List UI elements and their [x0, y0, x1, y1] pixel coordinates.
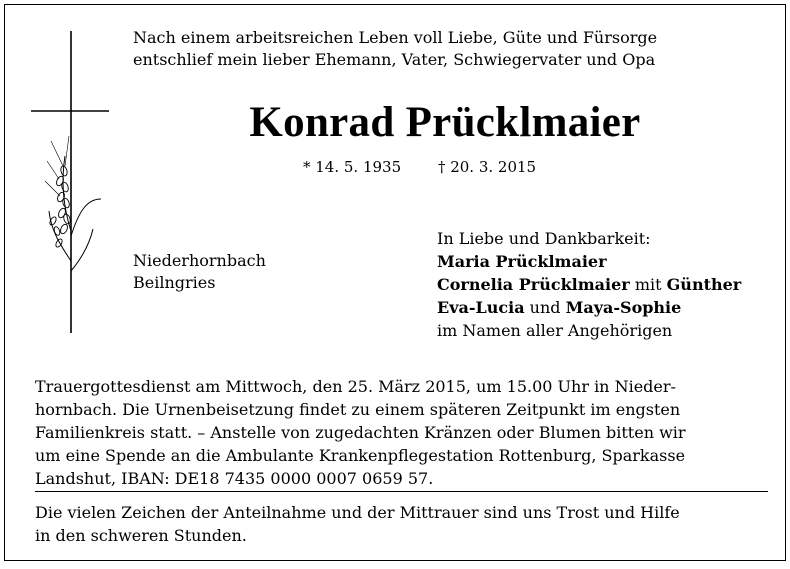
cross-with-wheat-icon [31, 31, 109, 333]
mourner-name: Eva-Lucia [437, 298, 525, 317]
death-date: † 20. 3. 2015 [437, 158, 537, 176]
life-dates [303, 157, 536, 177]
thanks-text [35, 501, 768, 547]
deceased-name: Konrad Prücklmaier [249, 99, 641, 146]
mourners [437, 227, 741, 342]
service-line: Trauergottesdienst am Mittwoch, den 25. März 2015, um 15.00 Uhr in Nieder- [35, 377, 676, 396]
birth-date: * 14. 5. 1935 [303, 158, 402, 176]
mourner-line [437, 250, 741, 273]
mourner-name: Maya-Sophie [565, 298, 682, 317]
place: Beilngries [133, 273, 216, 292]
mourner-name: Cornelia Prücklmaier [437, 275, 630, 294]
service-line: um eine Spende an die Ambulante Krankenpflegestation Rottenburg, Sparkasse [35, 446, 686, 465]
mourner-name: Günther [666, 275, 742, 294]
thanks-line: Die vielen Zeichen der Anteilnahme und der Mittrauer sind uns Trost und Hilfe [35, 503, 680, 522]
place: Niederhornbach [133, 251, 266, 270]
intro-line: Nach einem arbeitsreichen Leben voll Liebe, Güte und Fürsorge [133, 28, 658, 47]
mourners-heading: In Liebe und Dankbarkeit: [437, 229, 651, 248]
service-line: hornbach. Die Urnenbeisetzung findet zu einem späteren Zeitpunkt im engsten [35, 400, 681, 419]
mourners-closing: im Namen aller Angehörigen [437, 321, 673, 340]
service-info [35, 375, 768, 490]
service-line: Landshut, IBAN: DE18 7435 0000 0007 0659 57. [35, 469, 434, 488]
mourner-line [437, 296, 741, 319]
service-line: Familienkreis statt. – Anstelle von zugedachten Kränzen oder Blumen bitten wir [35, 423, 686, 442]
obituary-notice [4, 4, 786, 561]
places-list [133, 250, 266, 294]
joiner: und [529, 298, 561, 317]
thanks-line: in den schweren Stunden. [35, 526, 247, 545]
mourner-name: Maria Prücklmaier [437, 252, 607, 271]
divider [35, 491, 768, 492]
intro-text [133, 27, 767, 71]
intro-line: entschlief mein lieber Ehemann, Vater, Schwiegervater und Opa [133, 50, 656, 69]
mourner-line [437, 273, 741, 296]
joiner: mit [634, 275, 662, 294]
